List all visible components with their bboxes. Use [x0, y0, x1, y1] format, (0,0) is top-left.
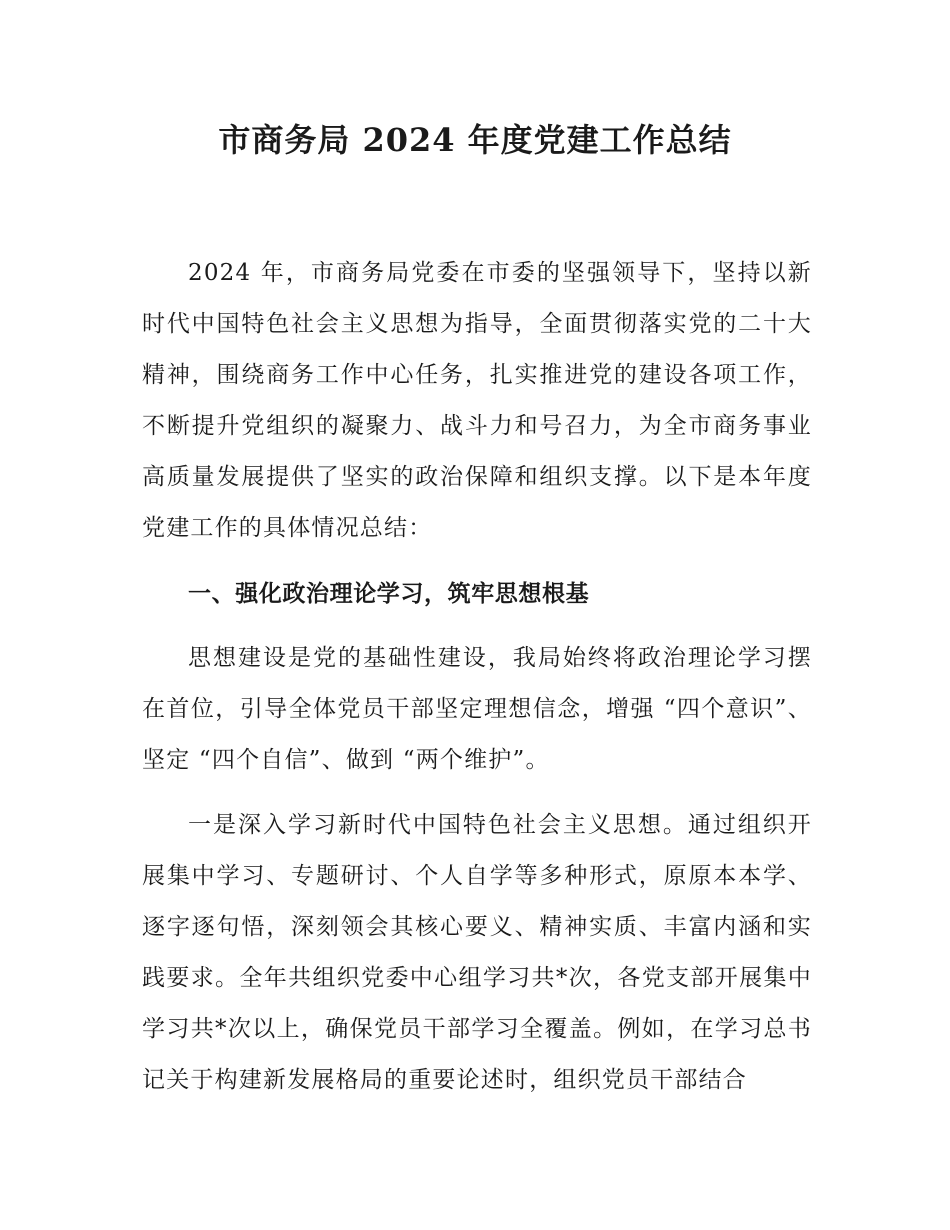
section-paragraph: 思想建设是党的基础性建设，我局始终将政治理论学习摆在首位，引导全体党员干部坚定理想信念，增强 “四个意识”、坚定 “四个自信”、做到 “两个维护”。 [142, 645, 812, 773]
section-paragraph: 一是深入学习新时代中国特色社会主义思想。通过组织开展集中学习、专题研讨、个人自学等多种形式，原原本本学、逐字逐句悟，深刻领会其核心要义、精神实质、丰富内涵和实践要求。全年共组织党委中心组学习共*次，各党支部开展集中学习共*次以上，确保党员干部学习全覆盖。例如，在学习总书记关于构建新发展格局的重要论述时，组织党员干部结合 [142, 812, 812, 1093]
intro-paragraph: 2024 年，市商务局党委在市委的坚强领导下，坚持以新时代中国特色社会主义思想为指导，全面贯彻落实党的二十大精神，围绕商务工作中心任务，扎实推进党的建设各项工作，不断提升党组织的凝聚力、战斗力和号召力，为全市商务事业高质量发展提供了坚实的政治保障和组织支撑。以下是本年度党建工作的具体情况总结： [142, 260, 812, 541]
document-body [142, 248, 812, 1106]
document-title: 市商务局 2024 年度党建工作总结 [218, 121, 732, 159]
section-heading: 一、强化政治理论学习，筑牢思想根基 [188, 580, 590, 607]
